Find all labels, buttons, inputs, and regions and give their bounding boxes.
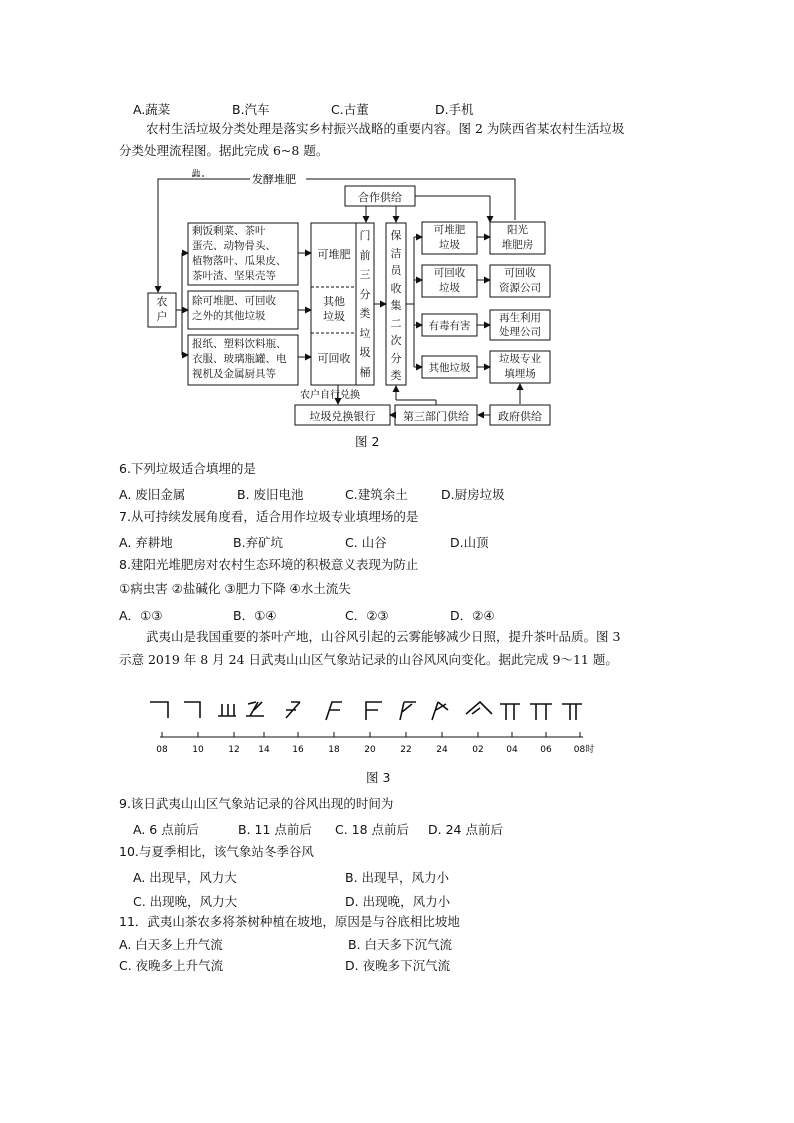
q11-option-d: D. 夜晚多下沉气流 [345,958,451,973]
coop-supply: 合作供给 [358,191,402,204]
top-arrow-label: 发酵堆肥 [252,173,296,186]
household-compostable-desc: 剩饭剩菜、茶叶 蛋壳、动物骨头、 植物落叶、瓜果皮、 茶叶渣、坚果壳等 [192,225,287,282]
q10-option-d: D. 出现晚，风力小 [345,894,451,909]
tick-label: 20 [364,745,376,755]
q11-stem: 11．武夷山茶农多将茶树种植在坡地，原因是与谷底相比坡地 [119,914,460,929]
q10-option-b: B. 出现早，风力小 [345,870,450,885]
category-compostable: 可堆肥 [317,248,351,261]
q7-option-c: C. 山谷 [345,535,387,550]
tick-label: 04 [506,745,518,755]
q5-option-b: B.汽车 [232,102,270,117]
sub-hazardous: 有毒有害 [428,320,471,332]
q6-option-c: C.建筑余土 [345,487,408,502]
farmer-label: 农 户 [156,295,168,323]
q8-option-c: C．②③ [345,608,389,623]
sub-recyclable: 可回收 垃圾 [433,267,466,294]
q11-option-c: C. 夜晚多上升气流 [119,958,224,973]
tick-label: 16 [292,745,304,755]
tick-label: 06 [540,745,552,755]
exchange-label: 农户自行兑换 [300,390,360,401]
q8-items: ①病虫害 ②盐碱化 ③肥力下降 ④水土流失 [119,581,351,596]
q9-stem: 9.该日武夷山山区气象站记录的谷风出现的时间为 [119,796,394,811]
intro2-line1: 武夷山是我国重要的茶叶产地，山谷风引起的云雾能够减少日照，提升茶叶品质。图 3 [146,629,621,644]
dest-landfill: 垃圾专业 填埋场 [499,353,541,380]
tick-label: 24 [436,745,448,755]
sub-compostable: 可堆肥 垃圾 [433,224,466,251]
q6-stem: 6.下列垃圾适合填埋的是 [119,461,256,476]
government-supply: 政府供给 [498,410,542,423]
tick-label: 22 [400,745,412,755]
dest-reprocessing-company: 再生利用 处理公司 [499,312,541,338]
tick-label: 14 [258,745,270,755]
q11-option-b: B. 白天多下沉气流 [348,937,453,952]
classification-bins: 门 前 三 分 类 垃 圾 桶 [359,229,371,379]
q9-option-d: D. 24 点前后 [428,822,503,837]
sub-other: 其他垃圾 [428,362,471,374]
figure3-wind-timeline [0,680,794,770]
garbage-bank: 垃圾兑换银行 [309,410,376,423]
q10-stem: 10.与夏季相比，该气象站冬季谷风 [119,844,314,859]
q6-option-a: A. 废旧金属 [119,487,186,502]
tick-label: 02 [472,745,484,755]
cleaner-sorting: 保 洁 员 收 集 二 次 分 类 [390,229,402,382]
q8-option-d: D．②④ [450,608,495,623]
q6-option-b: B. 废旧电池 [237,487,304,502]
q10-option-c: C. 出现晚，风力大 [133,894,238,909]
tick-label: 12 [228,745,240,755]
tick-label: 18 [328,745,340,755]
category-recyclable: 可回收 [317,352,351,365]
tick-label: 08时 [573,745,595,755]
intro2-line2: 示意 2019 年 8 月 24 日武夷山山区气象站记录的山谷风风向变化。据此完成 9～11 题。 [119,652,618,667]
top-arrow-fragment: 勋 [192,169,200,178]
q5-option-a: A.蔬菜 [133,102,171,117]
q6-option-d: D.厨房垃圾 [441,487,505,502]
q9-option-c: C. 18 点前后 [335,822,410,837]
dest-recycling-company: 可回收 资源公司 [499,267,541,294]
intro1-line2: 分类处理流程图。据此完成 6~8 题。 [119,143,329,158]
dest-compost-house: 阳光 堆肥房 [501,224,534,251]
figure3-caption: 图 3 [366,770,391,785]
q9-option-b: B. 11 点前后 [238,822,312,837]
third-sector-supply: 第三部门供给 [403,410,469,423]
q7-option-b: B.弃矿坑 [233,535,284,550]
q5-option-d: D.手机 [435,102,474,117]
tick-label: 08 [156,745,168,755]
q10-option-a: A. 出现早，风力大 [133,870,237,885]
q8-option-b: B．①④ [233,608,277,623]
tick-label: 10 [192,745,204,755]
household-other-desc: 除可堆肥、可回收 之外的其他垃圾 [192,295,276,322]
q7-option-d: D.山顶 [450,535,489,550]
q7-option-a: A. 弃耕地 [119,535,173,550]
intro1-line1: 农村生活垃圾分类处理是落实乡村振兴战略的重要内容。图 2 为陕西省某农村生活垃圾 [146,121,625,136]
q9-option-a: A. 6 点前后 [133,822,199,837]
q5-option-c: C.古董 [331,102,369,117]
q8-stem: 8.建阳光堆肥房对农村生态环境的积极意义表现为防止 [119,557,419,572]
category-other: 其他 垃圾 [323,295,345,323]
q11-option-a: A. 白天多上升气流 [119,937,223,952]
household-recyclable-desc: 报纸、塑料饮料瓶、 衣服、玻璃瓶罐、电 视机及金属厨具等 [192,338,287,380]
q8-option-a: A．①③ [119,608,163,623]
figure2-caption: 图 2 [355,434,380,449]
q7-stem: 7.从可持续发展角度看，适合用作垃圾专业填埋场的是 [119,509,419,524]
